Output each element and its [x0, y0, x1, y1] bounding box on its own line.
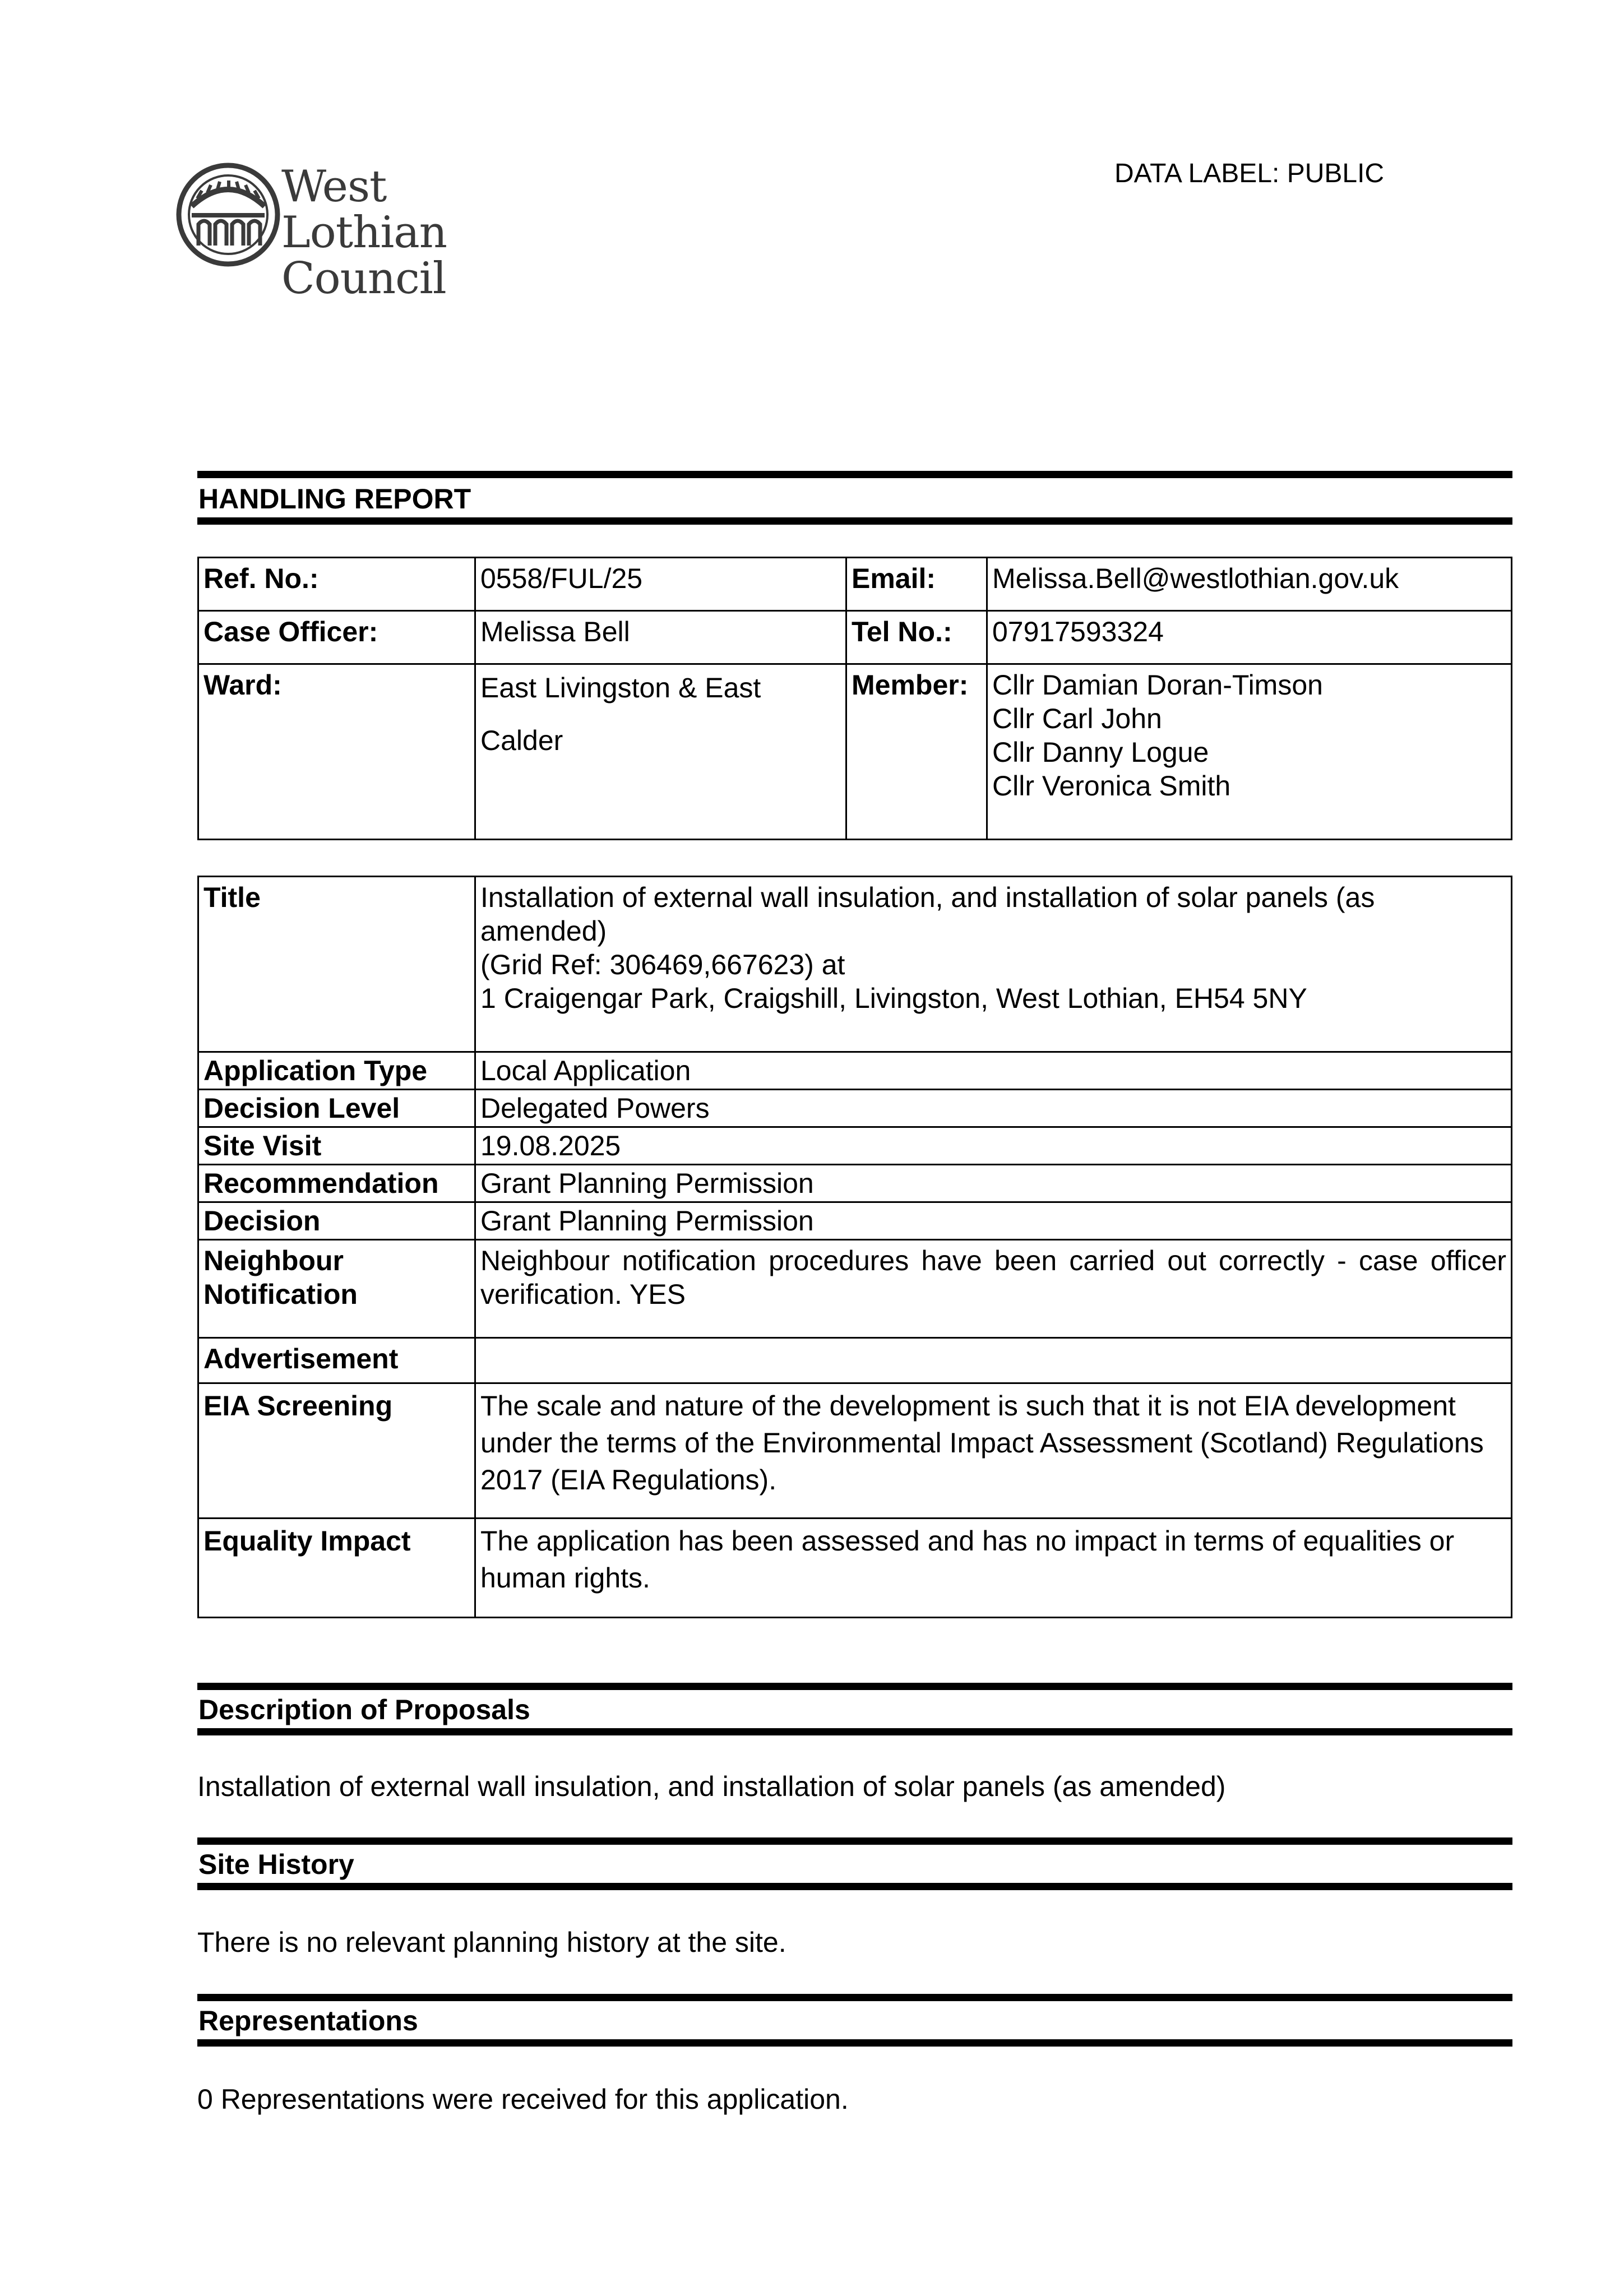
- application-details-table: [197, 876, 1512, 1618]
- logo-text-line1: West Lothian: [281, 161, 447, 258]
- equality-impact-value: The application has been assessed and has no impact in terms of equalities or human rights.: [475, 1519, 1512, 1618]
- table-row: [198, 1052, 1512, 1090]
- case-officer-value: Melissa Bell: [475, 611, 846, 664]
- member-label: Member:: [846, 664, 987, 840]
- ward-label: Ward:: [198, 664, 475, 840]
- table-row: [198, 1202, 1512, 1240]
- site-history-text: There is no relevant planning history at the site.: [197, 1927, 786, 1958]
- advertisement-value: [475, 1338, 1512, 1383]
- data-label: DATA LABEL: PUBLIC: [1114, 159, 1385, 188]
- neighbour-notification-value: Neighbour notification procedures have been carried out correctly - case officer verification. YES: [475, 1240, 1512, 1338]
- case-officer-label: Case Officer:: [198, 611, 475, 664]
- ref-label: Ref. No.:: [198, 558, 475, 611]
- recommendation-label: Recommendation: [198, 1165, 475, 1202]
- ward-value: East Livingston & East Calder: [480, 672, 761, 756]
- table-row: [198, 664, 1512, 840]
- recommendation-value: Grant Planning Permission: [475, 1165, 1512, 1202]
- eia-screening-label: EIA Screening: [198, 1383, 475, 1519]
- email-label: Email:: [846, 558, 987, 611]
- description-heading: Description of Proposals: [198, 1694, 530, 1725]
- application-type-label: Application Type: [198, 1052, 475, 1090]
- decision-level-value: Delegated Powers: [475, 1090, 1512, 1127]
- table-row: [198, 877, 1512, 1052]
- email-value[interactable]: Melissa.Bell@westlothian.gov.uk: [987, 558, 1512, 611]
- table-row: [198, 1127, 1512, 1165]
- member-item: Cllr Damian Doran-Timson: [992, 669, 1323, 701]
- member-item: Cllr Danny Logue: [992, 737, 1209, 768]
- council-crest-icon: [175, 161, 281, 268]
- representations-text: 0 Representations were received for this application.: [197, 2084, 849, 2115]
- description-header: [197, 1683, 1512, 1735]
- representations-header: [197, 1994, 1512, 2047]
- table-row: [198, 1240, 1512, 1338]
- site-history-header: [197, 1837, 1512, 1890]
- table-row: [198, 558, 1512, 611]
- ref-value: 0558/FUL/25: [475, 558, 846, 611]
- eia-screening-value: The scale and nature of the development is such that it is not EIA development under the terms of the Environmental Impact Assessment (Scotland) Regulations 2017 (EIA Regulations).: [475, 1383, 1512, 1519]
- table-row: [198, 1165, 1512, 1202]
- member-item: Cllr Veronica Smith: [992, 770, 1231, 802]
- site-visit-label: Site Visit: [198, 1127, 475, 1165]
- table-row: [198, 1090, 1512, 1127]
- site-history-heading: Site History: [198, 1849, 354, 1880]
- title-value: [475, 877, 1512, 1052]
- table-row: [198, 1338, 1512, 1383]
- title-label: Title: [198, 877, 475, 1052]
- handling-report-header: [197, 471, 1512, 525]
- member-list: [987, 664, 1512, 840]
- member-item: Cllr Carl John: [992, 703, 1162, 734]
- table-row: [198, 1383, 1512, 1519]
- representations-heading: Representations: [198, 2005, 418, 2036]
- decision-value: Grant Planning Permission: [475, 1202, 1512, 1240]
- neighbour-notification-label: Neighbour Notification: [198, 1240, 475, 1338]
- table-row: [198, 611, 1512, 664]
- advertisement-label: Advertisement: [198, 1338, 475, 1383]
- decision-label: Decision: [198, 1202, 475, 1240]
- application-type-value: Local Application: [475, 1052, 1512, 1090]
- tel-value: 07917593324: [987, 611, 1512, 664]
- handling-report-title: HANDLING REPORT: [198, 483, 471, 515]
- description-text: Installation of external wall insulation, and installation of solar panels (as amended): [197, 1771, 1226, 1802]
- title-line: Installation of external wall insulation, and installation of solar panels (as amended): [480, 882, 1375, 947]
- title-line: 1 Craigengar Park, Craigshill, Livingston, West Lothian, EH54 5NY: [480, 983, 1307, 1014]
- site-visit-value: 19.08.2025: [475, 1127, 1512, 1165]
- council-logo: [175, 161, 556, 304]
- ward-value-cell: [475, 664, 846, 840]
- title-line: (Grid Ref: 306469,667623) at: [480, 949, 845, 980]
- logo-wordmark: [281, 161, 556, 304]
- officer-details-table: [197, 557, 1512, 840]
- logo-text-line2: Council: [281, 253, 446, 304]
- equality-impact-label: Equality Impact: [198, 1519, 475, 1618]
- table-row: [198, 1519, 1512, 1618]
- tel-label: Tel No.:: [846, 611, 987, 664]
- decision-level-label: Decision Level: [198, 1090, 475, 1127]
